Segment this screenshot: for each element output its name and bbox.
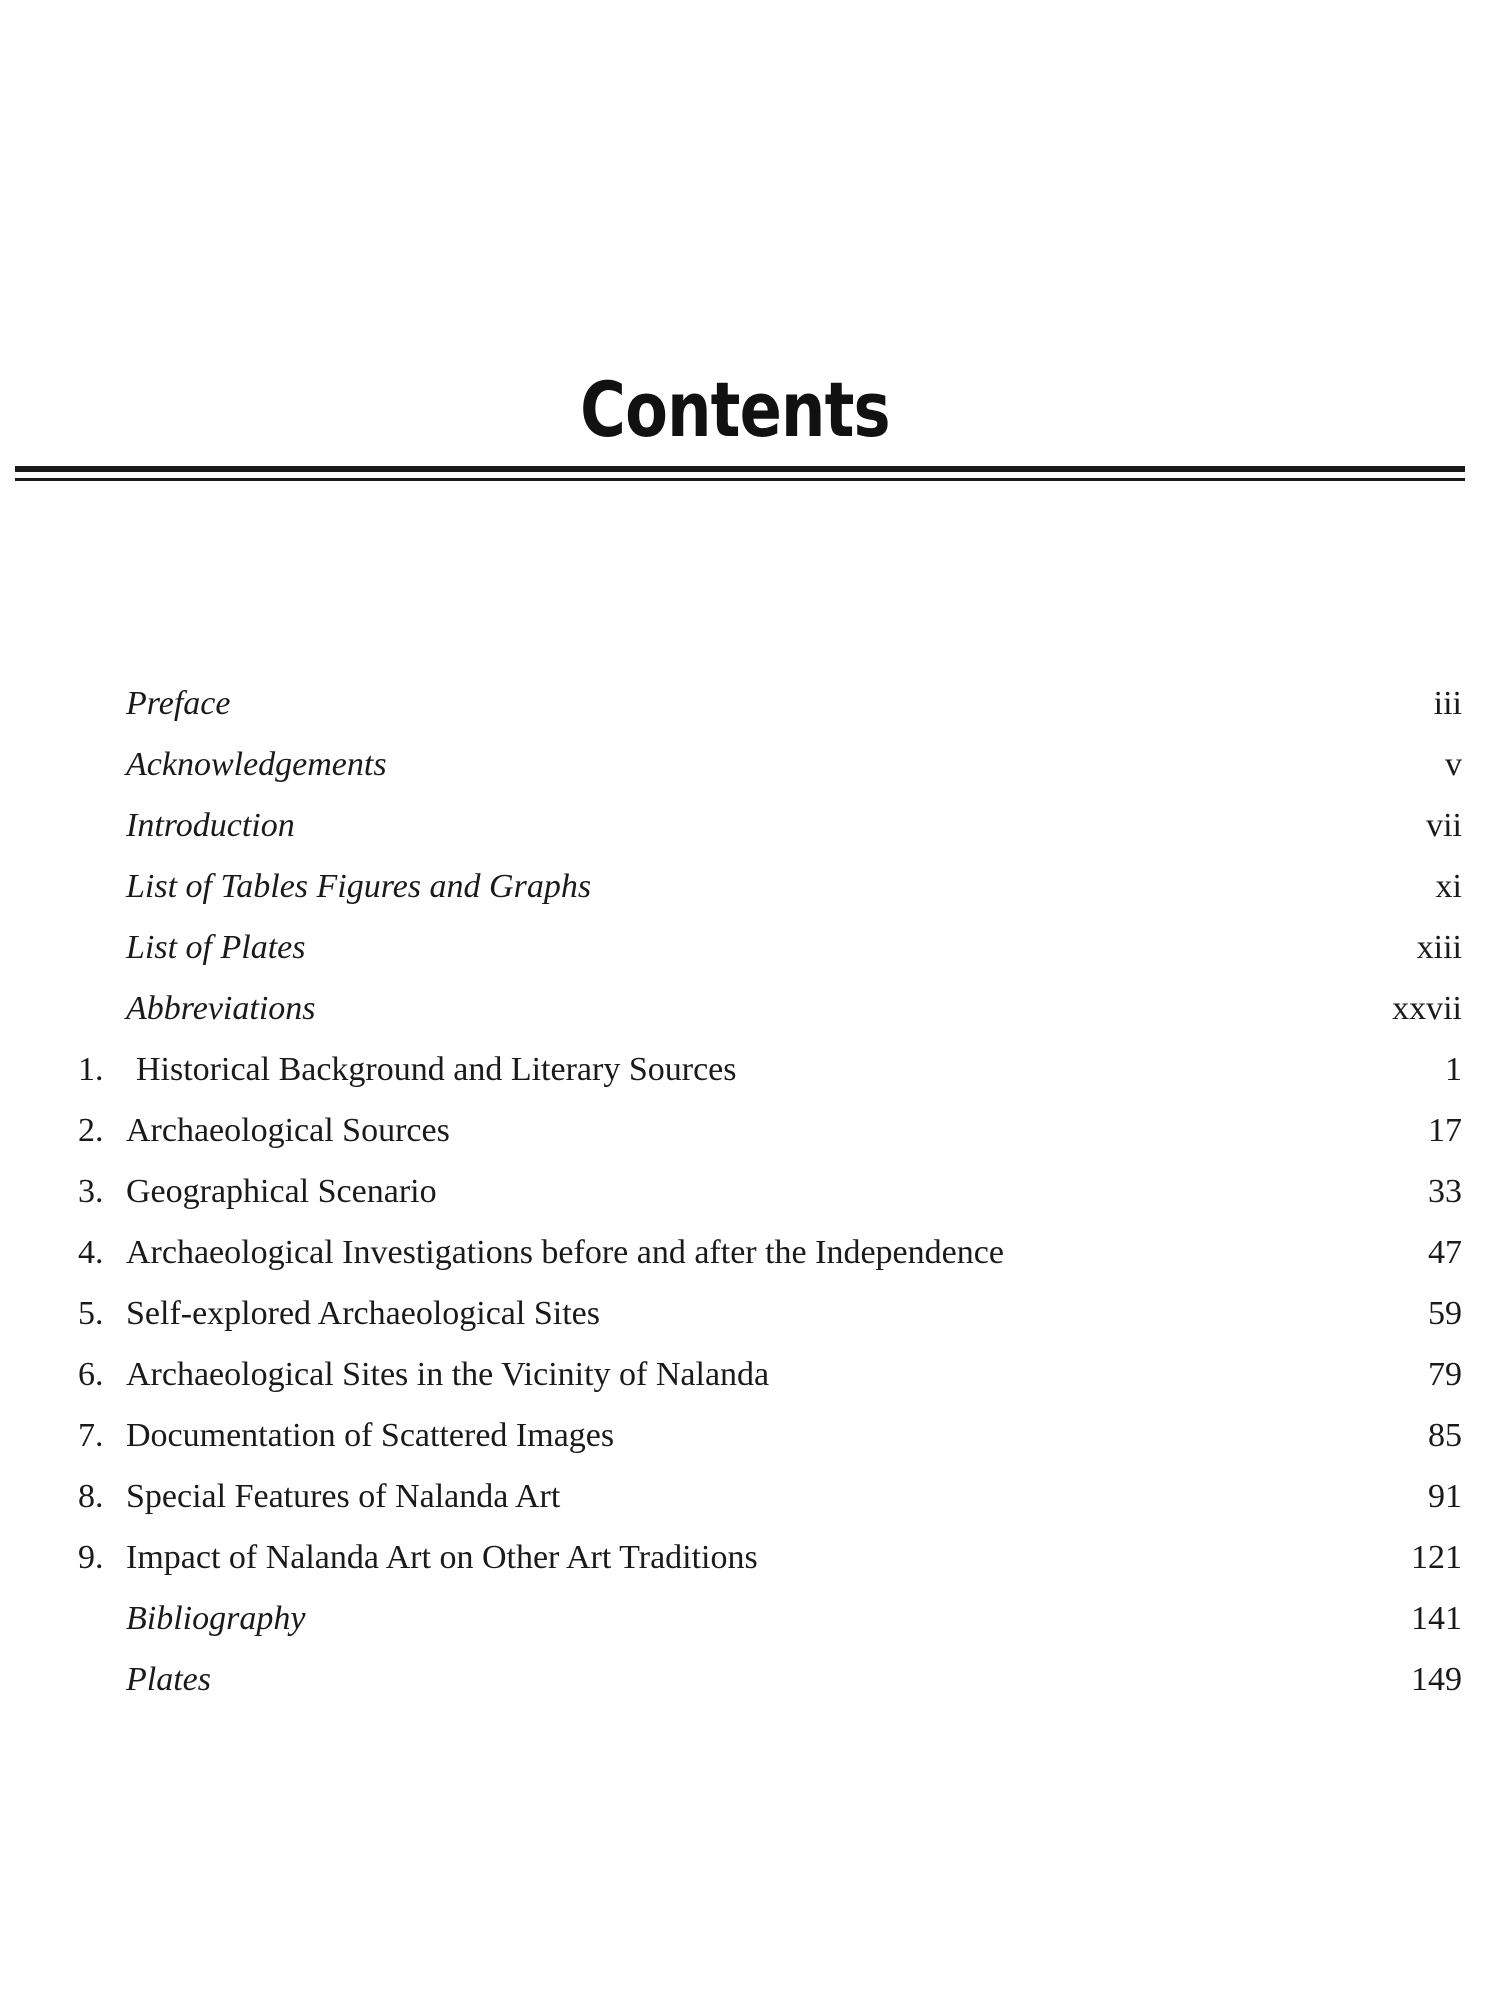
entry-number: 2.: [78, 1112, 104, 1149]
toc-entry-list-of-plates[interactable]: [0, 922, 1500, 974]
toc-entry-chapter-7[interactable]: [0, 1410, 1500, 1462]
entry-number: 6.: [78, 1356, 104, 1393]
toc-entry-chapter-5[interactable]: [0, 1288, 1500, 1340]
entry-title: Acknowledgements: [126, 746, 387, 783]
entry-page: v: [1445, 746, 1462, 783]
toc-entry-bibliography[interactable]: [0, 1593, 1500, 1645]
entry-title: Preface: [126, 685, 231, 722]
toc-entry-plates[interactable]: [0, 1654, 1500, 1706]
entry-number: 7.: [78, 1417, 104, 1454]
entry-title: Documentation of Scattered Images: [126, 1417, 615, 1454]
entry-number: 1.: [78, 1051, 104, 1088]
entry-title: Historical Background and Literary Sources: [136, 1051, 737, 1088]
entry-title: Archaeological Sites in the Vicinity of Nalanda: [126, 1356, 770, 1393]
entry-number: 8.: [78, 1478, 104, 1515]
entry-page: 85: [1428, 1417, 1462, 1454]
entry-page: iii: [1433, 685, 1462, 722]
toc-entry-chapter-8[interactable]: [0, 1471, 1500, 1523]
entry-title: Archaeological Sources: [126, 1112, 450, 1149]
entry-title: List of Plates: [126, 929, 306, 966]
toc-entry-acknowledgements[interactable]: [0, 739, 1500, 791]
entry-title: Geographical Scenario: [126, 1173, 437, 1210]
entry-page: 47: [1428, 1234, 1462, 1271]
entry-number: 5.: [78, 1295, 104, 1332]
entry-page: 141: [1411, 1600, 1462, 1637]
entry-page: 91: [1428, 1478, 1462, 1515]
entry-page: vii: [1426, 807, 1462, 844]
entry-title: Bibliography: [126, 1600, 306, 1637]
page-title: Contents: [580, 365, 890, 454]
entry-number: 3.: [78, 1173, 104, 1210]
entry-page: 79: [1428, 1356, 1462, 1393]
toc-entry-list-of-tables[interactable]: [0, 861, 1500, 913]
toc-entry-chapter-4[interactable]: [0, 1227, 1500, 1279]
entry-title: List of Tables Figures and Graphs: [126, 868, 592, 905]
entry-title: Plates: [126, 1661, 211, 1698]
toc-entry-abbreviations[interactable]: [0, 983, 1500, 1035]
entry-page: 33: [1428, 1173, 1462, 1210]
entry-page: 149: [1411, 1661, 1462, 1698]
entry-number: 9.: [78, 1539, 104, 1576]
entry-number: 4.: [78, 1234, 104, 1271]
entry-page: 121: [1411, 1539, 1462, 1576]
entry-title: Abbreviations: [126, 990, 316, 1027]
entry-title: Archaeological Investigations before and after the Independence: [126, 1234, 1004, 1271]
entry-page: xxvii: [1392, 990, 1462, 1027]
entry-title: Introduction: [126, 807, 295, 844]
toc-entry-chapter-6[interactable]: [0, 1349, 1500, 1401]
entry-page: 17: [1428, 1112, 1462, 1149]
entry-title: Special Features of Nalanda Art: [126, 1478, 561, 1515]
entry-title: Self-explored Archaeological Sites: [126, 1295, 600, 1332]
entry-page: xi: [1435, 868, 1462, 905]
toc-entry-chapter-2[interactable]: [0, 1105, 1500, 1157]
entry-page: xiii: [1416, 929, 1462, 966]
entry-page: 59: [1428, 1295, 1462, 1332]
toc-entry-preface[interactable]: [0, 678, 1500, 730]
entry-page: 1: [1445, 1051, 1462, 1088]
entry-title: Impact of Nalanda Art on Other Art Traditions: [126, 1539, 758, 1576]
toc-entry-introduction[interactable]: [0, 800, 1500, 852]
toc-entry-chapter-9[interactable]: [0, 1532, 1500, 1584]
toc-entry-chapter-3[interactable]: [0, 1166, 1500, 1218]
toc-entry-chapter-1[interactable]: [0, 1044, 1500, 1096]
